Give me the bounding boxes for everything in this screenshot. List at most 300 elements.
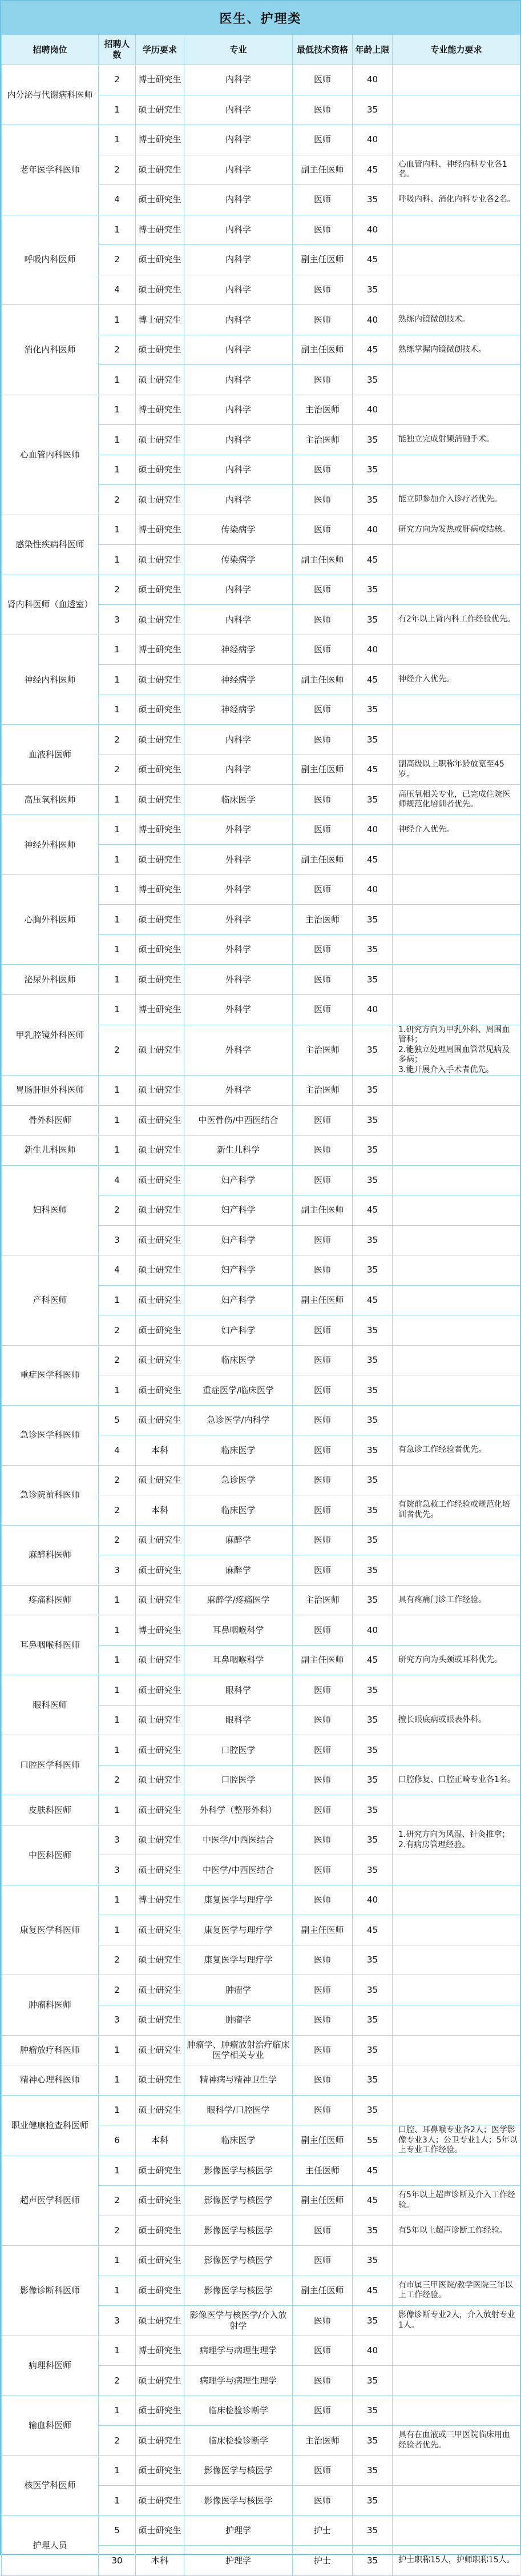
cell-age-limit: 35	[353, 2366, 393, 2396]
table-row	[2, 1615, 520, 1646]
table-row	[2, 1585, 520, 1615]
cell-age-limit: 40	[353, 125, 393, 155]
cell-age-limit: 35	[353, 485, 393, 515]
cell-count: 1	[99, 125, 136, 155]
cell-education: 硕士研究生	[136, 785, 184, 815]
cell-education: 硕士研究生	[136, 1135, 184, 1166]
cell-requirement	[393, 1555, 520, 1586]
cell-age-limit: 35	[353, 95, 393, 125]
cell-position: 神经外科医师	[2, 814, 99, 874]
cell-requirement	[393, 2005, 520, 2035]
cell-major: 外科学	[184, 845, 293, 875]
cell-major: 外科学（整形外科）	[184, 1795, 293, 1825]
cell-count: 1	[99, 874, 136, 905]
cell-requirement	[393, 2366, 520, 2396]
cell-major: 外科学	[184, 905, 293, 935]
cell-requirement	[393, 695, 520, 725]
cell-major: 肿瘤学	[184, 2005, 293, 2035]
cell-education: 硕士研究生	[136, 1645, 184, 1675]
cell-count: 1	[99, 994, 136, 1025]
cell-age-limit: 35	[353, 1255, 393, 1286]
cell-min-title: 医师	[293, 1975, 353, 2005]
cell-min-title: 医师	[293, 1525, 353, 1555]
cell-requirement	[393, 1465, 520, 1495]
cell-count: 1	[99, 785, 136, 815]
cell-min-title: 护士	[293, 2515, 353, 2546]
cell-age-limit: 35	[353, 575, 393, 605]
cell-min-title: 医师	[293, 1885, 353, 1915]
cell-position: 耳鼻咽喉科医师	[2, 1615, 99, 1675]
cell-min-title: 医师	[293, 1945, 353, 1975]
cell-age-limit: 35	[353, 425, 393, 455]
cell-requirement	[393, 2396, 520, 2426]
cell-education: 本科	[136, 2125, 184, 2156]
cell-education: 硕士研究生	[136, 95, 184, 125]
cell-age-limit: 55	[353, 2125, 393, 2156]
cell-min-title: 医师	[293, 1735, 353, 1766]
cell-age-limit: 40	[353, 814, 393, 845]
cell-education: 硕士研究生	[136, 1675, 184, 1706]
cell-requirement: 神经介入优先。	[393, 814, 520, 845]
cell-min-title: 医师	[293, 185, 353, 215]
cell-min-title: 医师	[293, 515, 353, 545]
cell-requirement	[393, 1525, 520, 1555]
cell-age-limit: 40	[353, 2336, 393, 2366]
table-row	[2, 1135, 520, 1166]
cell-age-limit: 35	[353, 1345, 393, 1375]
table-row	[2, 215, 520, 245]
cell-requirement	[393, 2065, 520, 2096]
cell-age-limit: 35	[353, 2005, 393, 2035]
cell-requirement: 副高级以上职称年龄放宽至45岁。	[393, 755, 520, 785]
cell-age-limit: 35	[353, 455, 393, 485]
cell-major: 新生儿科学	[184, 1135, 293, 1166]
cell-education: 硕士研究生	[136, 1915, 184, 1945]
cell-requirement	[393, 845, 520, 875]
cell-min-title: 医师	[293, 2065, 353, 2096]
cell-education: 硕士研究生	[136, 455, 184, 485]
cell-requirement	[393, 1885, 520, 1915]
cell-age-limit: 35	[353, 2246, 393, 2276]
cell-major: 内科学	[184, 95, 293, 125]
cell-position: 护理人员	[2, 2515, 99, 2575]
cell-requirement: 呼吸内科、消化内科专业各2名。	[393, 185, 520, 215]
table-row	[2, 65, 520, 95]
cell-count: 1	[99, 305, 136, 335]
cell-count: 2	[99, 1945, 136, 1975]
cell-age-limit: 40	[353, 874, 393, 905]
cell-count: 1	[99, 1645, 136, 1675]
cell-requirement	[393, 1915, 520, 1945]
cell-count: 1	[99, 1885, 136, 1915]
cell-education: 硕士研究生	[136, 485, 184, 515]
cell-count: 1	[99, 215, 136, 245]
cell-major: 外科学	[184, 814, 293, 845]
cell-major: 急诊医学	[184, 1465, 293, 1495]
cell-age-limit: 35	[353, 1165, 393, 1195]
cell-min-title: 医师	[293, 2366, 353, 2396]
table-row	[2, 1076, 520, 1106]
cell-min-title: 医师	[293, 125, 353, 155]
cell-major: 临床医学	[184, 2125, 293, 2156]
table-row	[2, 1825, 520, 1855]
cell-count: 3	[99, 1855, 136, 1885]
cell-count: 2	[99, 1495, 136, 1526]
cell-major: 妇产科学	[184, 1255, 293, 1286]
cell-age-limit: 35	[353, 365, 393, 395]
cell-age-limit: 35	[353, 1855, 393, 1885]
cell-count: 1	[99, 1795, 136, 1825]
cell-requirement: 有5年以上超声诊断工作经验。	[393, 2216, 520, 2246]
cell-age-limit: 40	[353, 305, 393, 335]
cell-education: 博士研究生	[136, 125, 184, 155]
cell-education: 博士研究生	[136, 814, 184, 845]
cell-age-limit: 35	[353, 1945, 393, 1975]
cell-min-title: 医师	[293, 1405, 353, 1435]
cell-requirement: 有2年以上肾内科工作经验优先。	[393, 605, 520, 635]
cell-requirement: 口腔修复、口腔正畸专业各1名。	[393, 1765, 520, 1795]
cell-requirement: 有急诊工作经验者优先。	[393, 1435, 520, 1466]
cell-education: 硕士研究生	[136, 1765, 184, 1795]
cell-education: 硕士研究生	[136, 1555, 184, 1586]
cell-count: 2	[99, 1465, 136, 1495]
cell-min-title: 医师	[293, 1465, 353, 1495]
cell-age-limit: 35	[353, 1795, 393, 1825]
table-row	[2, 515, 520, 545]
cell-education: 硕士研究生	[136, 2216, 184, 2246]
cell-age-limit: 45	[353, 2186, 393, 2216]
cell-min-title: 主治医师	[293, 1076, 353, 1106]
cell-education: 硕士研究生	[136, 1585, 184, 1615]
cell-major: 传染病学	[184, 515, 293, 545]
cell-count: 3	[99, 2005, 136, 2035]
cell-position: 血液科医师	[2, 725, 99, 785]
cell-count: 3	[99, 1825, 136, 1855]
cell-min-title: 医师	[293, 2486, 353, 2516]
cell-education: 硕士研究生	[136, 1465, 184, 1495]
header-position: 招聘岗位	[2, 35, 99, 65]
cell-education: 硕士研究生	[136, 2095, 184, 2125]
cell-age-limit: 35	[353, 2306, 393, 2336]
cell-position: 内分泌与代谢病科医师	[2, 65, 99, 125]
cell-age-limit: 35	[353, 2546, 393, 2576]
cell-requirement: 能立即参加介入诊疗者优先。	[393, 485, 520, 515]
cell-education: 硕士研究生	[136, 2426, 184, 2456]
cell-education: 博士研究生	[136, 215, 184, 245]
cell-count: 1	[99, 2486, 136, 2516]
cell-min-title: 医师	[293, 275, 353, 305]
cell-requirement: 影像诊断专业2人，介入放射专业1人。	[393, 2306, 520, 2336]
cell-major: 眼科学	[184, 1675, 293, 1706]
cell-count: 6	[99, 2125, 136, 2156]
cell-age-limit: 35	[353, 2216, 393, 2246]
cell-major: 影像医学与核医学	[184, 2186, 293, 2216]
table-row	[2, 1525, 520, 1555]
cell-major: 外科学	[184, 994, 293, 1025]
cell-requirement: 心血管内科、神经内科专业各1名。	[393, 155, 520, 185]
table-row	[2, 1105, 520, 1135]
cell-requirement	[393, 2156, 520, 2186]
cell-requirement	[393, 1195, 520, 1226]
cell-major: 妇产科学	[184, 1315, 293, 1346]
cell-major: 妇产科学	[184, 1165, 293, 1195]
cell-education: 本科	[136, 1495, 184, 1526]
cell-education: 硕士研究生	[136, 1945, 184, 1975]
cell-min-title: 医师	[293, 725, 353, 755]
cell-age-limit: 45	[353, 2156, 393, 2186]
cell-count: 1	[99, 365, 136, 395]
cell-count: 1	[99, 2455, 136, 2486]
cell-min-title: 医师	[293, 635, 353, 665]
cell-education: 硕士研究生	[136, 2156, 184, 2186]
cell-major: 内科学	[184, 425, 293, 455]
cell-age-limit: 35	[353, 1585, 393, 1615]
cell-count: 1	[99, 1105, 136, 1135]
header-title: 最低技术资格	[293, 35, 353, 65]
cell-major: 临床医学	[184, 1495, 293, 1526]
cell-min-title: 医师	[293, 2306, 353, 2336]
cell-education: 硕士研究生	[136, 2276, 184, 2306]
cell-major: 内科学	[184, 215, 293, 245]
cell-count: 2	[99, 2186, 136, 2216]
cell-requirement: 能独立完成射频消融手术。	[393, 425, 520, 455]
cell-major: 神经病学	[184, 665, 293, 695]
cell-major: 护理学	[184, 2546, 293, 2576]
cell-count: 2	[99, 2426, 136, 2456]
cell-min-title: 医师	[293, 1705, 353, 1735]
cell-count: 1	[99, 395, 136, 425]
cell-min-title: 医师	[293, 2216, 353, 2246]
cell-major: 内科学	[184, 335, 293, 365]
cell-count: 1	[99, 665, 136, 695]
cell-min-title: 医师	[293, 934, 353, 965]
cell-position: 疼痛科医师	[2, 1585, 99, 1615]
table-row	[2, 575, 520, 605]
cell-requirement: 口腔、耳鼻喉专业各2人；医学影像专业3人；公卫专业1人；5年以上专业工作经验。	[393, 2125, 520, 2156]
cell-position: 中医科医师	[2, 1825, 99, 1885]
cell-requirement	[393, 1675, 520, 1706]
table-row	[2, 305, 520, 335]
cell-major: 内科学	[184, 575, 293, 605]
cell-education: 博士研究生	[136, 994, 184, 1025]
cell-position: 肿瘤科医师	[2, 1975, 99, 2035]
cell-min-title: 副主任医师	[293, 665, 353, 695]
cell-education: 硕士研究生	[136, 2486, 184, 2516]
cell-age-limit: 35	[353, 934, 393, 965]
cell-major: 病理学与病理生理学	[184, 2336, 293, 2366]
cell-age-limit: 35	[353, 2486, 393, 2516]
table-row	[2, 1675, 520, 1706]
cell-count: 1	[99, 1285, 136, 1315]
cell-min-title: 医师	[293, 65, 353, 95]
cell-education: 硕士研究生	[136, 1225, 184, 1255]
cell-requirement	[393, 1076, 520, 1106]
cell-major: 传染病学	[184, 545, 293, 575]
cell-min-title: 医师	[293, 485, 353, 515]
cell-major: 外科学	[184, 1076, 293, 1106]
cell-major: 妇产科学	[184, 1195, 293, 1226]
cell-min-title: 医师	[293, 1105, 353, 1135]
cell-education: 硕士研究生	[136, 755, 184, 785]
cell-age-limit: 35	[353, 785, 393, 815]
cell-major: 临床检验诊断学	[184, 2396, 293, 2426]
cell-education: 硕士研究生	[136, 2455, 184, 2486]
cell-count: 30	[99, 2546, 136, 2576]
cell-major: 内科学	[184, 755, 293, 785]
cell-requirement	[393, 1345, 520, 1375]
cell-count: 1	[99, 1135, 136, 1166]
cell-min-title: 医师	[293, 785, 353, 815]
cell-age-limit: 35	[353, 905, 393, 935]
cell-requirement: 研究方向为发热或肝病或结核。	[393, 515, 520, 545]
cell-major: 重症医学/临床医学	[184, 1375, 293, 1406]
cell-age-limit: 35	[353, 1765, 393, 1795]
cell-education: 硕士研究生	[136, 1405, 184, 1435]
cell-age-limit: 35	[353, 2396, 393, 2426]
cell-major: 外科学	[184, 1025, 293, 1076]
cell-min-title: 副主任医师	[293, 1195, 353, 1226]
cell-education: 硕士研究生	[136, 605, 184, 635]
cell-min-title: 主任医师	[293, 2156, 353, 2186]
table-row	[2, 1165, 520, 1195]
header-age: 年龄上限	[353, 35, 393, 65]
cell-requirement: 高压氧相关专业，已完成住院医师规范化培训者优先。	[393, 785, 520, 815]
cell-position: 新生儿科医师	[2, 1135, 99, 1166]
cell-major: 中医骨伤/中西医结合	[184, 1105, 293, 1135]
cell-age-limit: 40	[353, 395, 393, 425]
cell-count: 2	[99, 1025, 136, 1076]
cell-major: 口腔医学	[184, 1735, 293, 1766]
cell-major: 内科学	[184, 155, 293, 185]
cell-requirement	[393, 965, 520, 995]
table-row	[2, 814, 520, 845]
cell-min-title: 医师	[293, 874, 353, 905]
cell-min-title: 副主任医师	[293, 155, 353, 185]
cell-education: 博士研究生	[136, 635, 184, 665]
cell-education: 硕士研究生	[136, 845, 184, 875]
cell-education: 硕士研究生	[136, 1025, 184, 1076]
cell-requirement	[393, 365, 520, 395]
cell-major: 内科学	[184, 725, 293, 755]
cell-major: 妇产科学	[184, 1225, 293, 1255]
table-body	[2, 65, 520, 2576]
cell-position: 老年医学科医师	[2, 125, 99, 215]
cell-requirement	[393, 1795, 520, 1825]
cell-age-limit: 35	[353, 1975, 393, 2005]
cell-requirement	[393, 455, 520, 485]
cell-position: 神经内科医师	[2, 635, 99, 725]
table-row	[2, 994, 520, 1025]
cell-position: 心血管内科医师	[2, 395, 99, 515]
cell-position: 输血科医师	[2, 2396, 99, 2455]
cell-requirement: 具有在血液或三甲医院临床用血经验者优先。	[393, 2426, 520, 2456]
cell-major: 外科学	[184, 965, 293, 995]
cell-age-limit: 35	[353, 1375, 393, 1406]
cell-min-title: 副主任医师	[293, 1285, 353, 1315]
cell-age-limit: 45	[353, 1645, 393, 1675]
cell-count: 1	[99, 695, 136, 725]
table-row	[2, 2396, 520, 2426]
cell-age-limit: 35	[353, 2095, 393, 2125]
cell-requirement	[393, 545, 520, 575]
table-row	[2, 2515, 520, 2546]
cell-major: 临床医学	[184, 1435, 293, 1466]
cell-min-title: 医师	[293, 575, 353, 605]
cell-major: 临床检验诊断学	[184, 2426, 293, 2456]
cell-major: 肿瘤学、肿瘤放射治疗临床医学相关专业	[184, 2035, 293, 2065]
cell-education: 硕士研究生	[136, 1076, 184, 1106]
cell-requirement	[393, 2095, 520, 2125]
table-row	[2, 874, 520, 905]
cell-requirement	[393, 2515, 520, 2546]
cell-major: 神经病学	[184, 635, 293, 665]
cell-education: 博士研究生	[136, 395, 184, 425]
cell-major: 内科学	[184, 485, 293, 515]
cell-min-title: 医师	[293, 605, 353, 635]
cell-age-limit: 35	[353, 275, 393, 305]
cell-count: 2	[99, 1765, 136, 1795]
cell-education: 硕士研究生	[136, 2366, 184, 2396]
table-row	[2, 2035, 520, 2065]
cell-education: 硕士研究生	[136, 695, 184, 725]
cell-requirement: 神经介入优先。	[393, 665, 520, 695]
cell-major: 麻醉学	[184, 1555, 293, 1586]
cell-count: 1	[99, 515, 136, 545]
cell-count: 2	[99, 485, 136, 515]
cell-position: 精神心理科医师	[2, 2065, 99, 2096]
cell-age-limit: 40	[353, 994, 393, 1025]
cell-education: 硕士研究生	[136, 425, 184, 455]
cell-requirement	[393, 905, 520, 935]
cell-requirement	[393, 2035, 520, 2065]
cell-age-limit: 45	[353, 2276, 393, 2306]
cell-min-title: 医师	[293, 1255, 353, 1286]
cell-min-title: 主治医师	[293, 425, 353, 455]
cell-major: 麻醉学/疼痛医学	[184, 1585, 293, 1615]
cell-min-title: 医师	[293, 455, 353, 485]
cell-count: 1	[99, 545, 136, 575]
cell-requirement	[393, 934, 520, 965]
cell-count: 1	[99, 2156, 136, 2186]
cell-position: 重症医学科医师	[2, 1345, 99, 1405]
cell-min-title: 护士	[293, 2546, 353, 2576]
cell-min-title: 主治医师	[293, 2426, 353, 2456]
cell-min-title: 医师	[293, 1675, 353, 1706]
cell-education: 硕士研究生	[136, 934, 184, 965]
cell-count: 1	[99, 1076, 136, 1106]
cell-age-limit: 35	[353, 1825, 393, 1855]
cell-major: 眼科学	[184, 1705, 293, 1735]
header-count: 招聘人数	[99, 35, 136, 65]
cell-count: 5	[99, 1405, 136, 1435]
cell-major: 内科学	[184, 455, 293, 485]
table-row	[2, 2065, 520, 2096]
cell-count: 2	[99, 725, 136, 755]
cell-count: 4	[99, 1435, 136, 1466]
cell-education: 硕士研究生	[136, 335, 184, 365]
cell-count: 2	[99, 1345, 136, 1375]
cell-age-limit: 35	[353, 1135, 393, 1166]
cell-age-limit: 35	[353, 2065, 393, 2096]
table-row	[2, 395, 520, 425]
cell-position: 呼吸内科医师	[2, 215, 99, 305]
cell-education: 硕士研究生	[136, 575, 184, 605]
cell-education: 硕士研究生	[136, 1105, 184, 1135]
cell-major: 康复医学与理疗学	[184, 1915, 293, 1945]
cell-count: 4	[99, 185, 136, 215]
cell-position: 口腔医学科医师	[2, 1735, 99, 1795]
cell-age-limit: 45	[353, 335, 393, 365]
